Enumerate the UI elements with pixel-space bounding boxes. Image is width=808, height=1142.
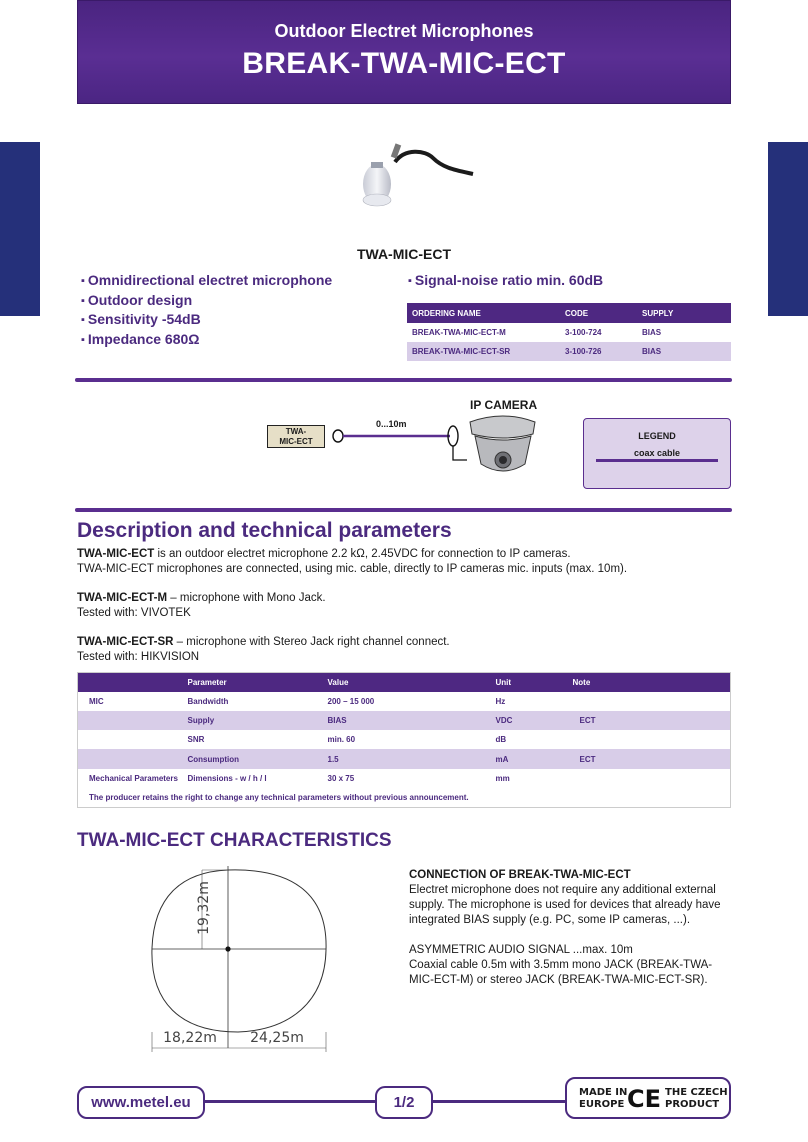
section-divider xyxy=(75,508,732,512)
desc-text: Tested with: HIKVISION xyxy=(77,651,200,663)
website-link[interactable]: www.metel.eu xyxy=(77,1086,205,1119)
table-cell: BIAS xyxy=(637,323,731,342)
table-cell: min. 60 xyxy=(328,730,496,749)
badge-right-line: PRODUCT xyxy=(665,1099,720,1110)
description-paragraph-2 xyxy=(77,591,326,621)
technical-parameters-table xyxy=(77,672,731,808)
dim-left-label: 18,22m xyxy=(163,1030,217,1046)
table-row xyxy=(78,769,731,788)
diagram-legend xyxy=(583,418,731,489)
table-cell: BREAK-TWA-MIC-ECT-SR xyxy=(407,342,560,361)
table-cell: Hz xyxy=(496,692,573,711)
feature-item: ▪ Sensitivity -54dB xyxy=(81,310,332,330)
legend-item: coax cable xyxy=(633,448,681,458)
table-cell: 1.5 xyxy=(328,749,496,768)
left-side-bar xyxy=(0,142,40,316)
tech-header: Value xyxy=(328,673,496,692)
header-subtitle: Outdoor Electret Microphones xyxy=(274,21,534,41)
feature-item: ▪ Outdoor design xyxy=(81,291,332,311)
center-point xyxy=(225,946,230,951)
camera-label: IP CAMERA xyxy=(470,398,538,412)
table-cell: BREAK-TWA-MIC-ECT-M xyxy=(407,323,560,342)
table-cell: 200 – 15 000 xyxy=(328,692,496,711)
page-number: 1/2 xyxy=(375,1086,433,1119)
features-list-left xyxy=(81,271,332,349)
table-cell: 3-100-724 xyxy=(560,323,637,342)
ip-camera-icon xyxy=(470,416,535,471)
features-list-right xyxy=(408,271,603,291)
table-cell: 3-100-726 xyxy=(560,342,637,361)
legend-title: LEGEND xyxy=(638,431,676,441)
tech-header: Unit xyxy=(496,673,573,692)
ordering-header-supply: SUPPLY xyxy=(637,303,731,323)
table-cell: Supply xyxy=(188,711,328,730)
table-cell: mA xyxy=(496,749,573,768)
table-cell: dB xyxy=(496,730,573,749)
connection-info xyxy=(409,868,729,988)
polar-curve xyxy=(152,870,326,1032)
table-cell xyxy=(78,749,188,768)
table-cell: BIAS xyxy=(637,342,731,361)
table-cell: BIAS xyxy=(328,711,496,730)
legend-line xyxy=(596,459,718,462)
description-title: Description and technical parameters xyxy=(77,519,452,542)
table-cell: VDC xyxy=(496,711,573,730)
desc-bold: TWA-MIC-ECT xyxy=(77,548,155,560)
desc-text: TWA-MIC-ECT microphones are connected, using mic. cable, directly to IP cameras mic. inputs (max. 10m). xyxy=(77,563,628,575)
desc-text: Tested with: VIVOTEK xyxy=(77,607,191,619)
connection-text: ASYMMETRIC AUDIO SIGNAL ...max. 10m xyxy=(409,944,633,956)
badge-right-text xyxy=(665,1087,728,1111)
table-cell xyxy=(78,711,188,730)
table-note: The producer retains the right to change any technical parameters without previous announcement. xyxy=(78,788,731,807)
table-cell: mm xyxy=(496,769,573,788)
mic-box-label-2: MIC-ECT xyxy=(279,437,313,446)
table-cell: SNR xyxy=(188,730,328,749)
desc-text: – microphone with Stereo Jack right channel connect. xyxy=(173,636,450,648)
desc-text: – microphone with Mono Jack. xyxy=(167,592,326,604)
connection-text: Coaxial cable 0.5m with 3.5mm mono JACK (BREAK-TWA-MIC-ECT-M) or stereo JACK (BREAK-TWA-MIC-ECT-SR). xyxy=(409,959,713,986)
characteristics-title: TWA-MIC-ECT CHARACTERISTICS xyxy=(77,830,392,851)
table-cell: ECT xyxy=(573,711,731,730)
badge-left-line: EUROPE xyxy=(579,1099,625,1110)
feature-item: ▪ Omnidirectional electret microphone xyxy=(81,271,332,291)
badge-left-line: MADE IN xyxy=(579,1087,628,1098)
tech-header: Parameter xyxy=(188,673,328,692)
table-row xyxy=(78,692,731,711)
mic-connector-icon xyxy=(333,430,343,442)
table-cell: MIC xyxy=(78,692,188,711)
distance-label: 0...10m xyxy=(376,419,407,429)
dim-right-label: 24,25m xyxy=(250,1030,304,1046)
table-cell: Mechanical Parameters xyxy=(78,769,188,788)
ce-mark-icon: CE xyxy=(627,1085,662,1113)
badge-left-text xyxy=(579,1087,627,1111)
ordering-table xyxy=(407,303,731,361)
table-cell: Dimensions - w / h / l xyxy=(188,769,328,788)
tech-header xyxy=(78,673,188,692)
dim-vertical-label: 19,32m xyxy=(196,881,212,935)
feature-item: ▪ Signal-noise ratio min. 60dB xyxy=(408,271,603,291)
product-name: TWA-MIC-ECT xyxy=(356,246,452,262)
desc-bold: TWA-MIC-ECT-M xyxy=(77,592,168,604)
table-row xyxy=(78,730,731,749)
table-cell xyxy=(573,769,731,788)
table-cell xyxy=(78,730,188,749)
table-cell: Bandwidth xyxy=(188,692,328,711)
desc-text: is an outdoor electret microphone 2.2 kΩ, 2.45VDC for connection to IP cameras. xyxy=(154,548,571,560)
polar-diagram xyxy=(140,862,340,1054)
table-cell xyxy=(573,730,731,749)
badge-right-line: THE CZECH xyxy=(665,1087,728,1098)
ordering-header-code: CODE xyxy=(560,303,637,323)
table-row xyxy=(407,342,731,361)
table-row xyxy=(407,323,731,342)
table-cell: ECT xyxy=(573,749,731,768)
footer-line xyxy=(433,1100,566,1103)
ordering-header-name: ORDERING NAME xyxy=(407,303,560,323)
connection-text: Electret microphone does not require any additional external supply. The microphone is used for devices that already have integrated BIAS supply (e.g. PC, some IP cameras, ...). xyxy=(409,884,721,926)
desc-bold: TWA-MIC-ECT-SR xyxy=(77,636,174,648)
right-side-bar xyxy=(768,142,808,316)
header-title: BREAK-TWA-MIC-ECT xyxy=(242,47,566,80)
feature-item: ▪ Impedance 680Ω xyxy=(81,330,332,350)
table-cell xyxy=(573,692,731,711)
page-header xyxy=(77,0,731,104)
table-cell: Consumption xyxy=(188,749,328,768)
connection-title: CONNECTION OF BREAK-TWA-MIC-ECT xyxy=(409,869,631,881)
footer-line xyxy=(205,1100,375,1103)
connection-diagram xyxy=(325,412,565,482)
table-row xyxy=(78,711,731,730)
product-photo xyxy=(355,140,485,215)
made-in-europe-badge xyxy=(565,1077,731,1119)
tech-header: Note xyxy=(573,673,731,692)
table-cell: 30 x 75 xyxy=(328,769,496,788)
description-paragraph-1 xyxy=(77,547,627,577)
description-paragraph-3 xyxy=(77,635,450,665)
section-divider xyxy=(75,378,732,382)
table-row xyxy=(78,749,731,768)
table-row xyxy=(78,788,731,807)
mic-box-label-1: TWA- xyxy=(285,427,307,436)
diagram-mic-box xyxy=(267,425,325,448)
